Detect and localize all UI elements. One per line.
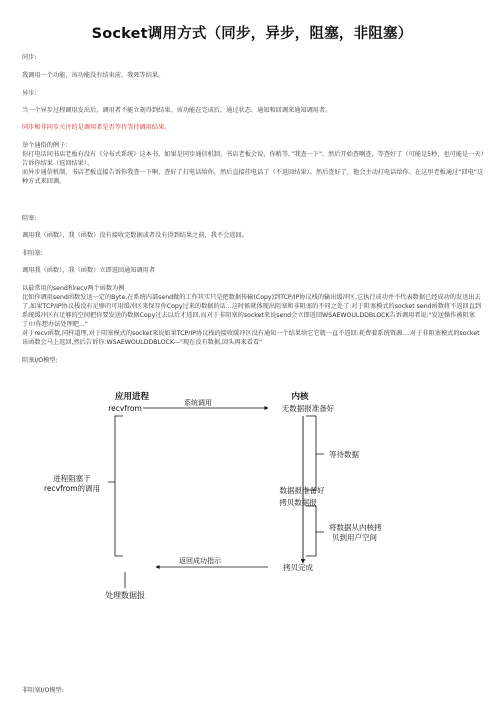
recv-paragraph-1: 比如你调用send函数发送一定的Byte,在系统内部send做的工作其实只是把数据传输(Copy)到TCP/IP协议栈的输出缓冲区,它执行成功并不代表数据已经成功的发送出去了,如果TCP/IP协议栈没有足够的可用缓冲区来保存你Copy过来的数据的话...这时候就体现出阻塞和非阻塞的不同之处了:对于阻塞模式的socket send函数将不返回直到系统缓冲区有足够的空间把你要发送的数据Copy过去以后才返回,而对于非阻塞的socket来说send会立即返回WSAEWOULDDBLOCK告诉调用者说:"发送操作被阻塞了!!!你想办法处理吧..." — [22, 294, 482, 329]
page-title: Socket调用方式（同步，异步，阻塞，非阻塞） — [91, 26, 413, 42]
process-blocked-label-1: 进程阻塞于 — [53, 474, 91, 483]
sync-paragraph: 我调用一个功能，该功能没有结束前，我死等结果。 — [22, 72, 165, 79]
wait-data-label: 等待数据 — [329, 450, 359, 459]
async-heading: 异步: — [22, 90, 37, 97]
copy-data-label-2: 贝到用户空间 — [332, 533, 377, 542]
example-heading: 举个通俗的例子： — [22, 142, 72, 149]
wait-data-bracket — [306, 416, 324, 490]
copy-complete-label: 拷贝完成 — [283, 563, 313, 572]
kernel-label: 内核 — [291, 392, 309, 402]
recv-paragraph-2: 对于recv函数,同样道理,对于阻塞模式的socket来说如果TCP/IP协议栈的接收缓冲区没有通知一个结果给它它就一直不返回:耗费着系统资源....对于非阻塞模式的socket该函数会马上返回,然后告诉你:WSAEWOULDDBLOCK---"现在没有数据,回头再来看看" — [22, 330, 480, 347]
blocking-heading: 阻塞: — [22, 215, 37, 222]
nonblocking-io-heading: 非阻塞I/O模型: — [22, 687, 64, 694]
return-ok-label: 返回成功指示 — [179, 557, 221, 565]
process-blocked-label-2: recvfrom的调用 — [43, 484, 101, 493]
app-process-label: 应用进程 — [114, 392, 150, 402]
datagram-ready-label: 数据报准备好 — [279, 486, 325, 495]
blocking-io-heading: 阻塞I/O模型: — [22, 357, 58, 364]
async-paragraph: 当一个异步过程调用发出后，调用者不能立刻得到结果。该功能在完成后，通过状态、通知和回调来通知调用者。 — [22, 107, 332, 114]
copy-data-label-1: 将数据从内核拷 — [329, 523, 382, 532]
recv-heading: 以最常用的send和recv两个函数为例 — [22, 285, 125, 292]
blocking-io-diagram — [40, 384, 480, 622]
example-paragraph-2: 而异步通信机制，书店老板直接告诉你我查一下啊，查好了打电话给你，然后直接挂电话了（不返回结果）。然后查好了，他会主动打电话给你。在这里老板通过“回电”这种方式来回调。 — [22, 169, 484, 186]
copy-datagram-label: 拷贝数据报 — [279, 498, 317, 507]
recvfrom-label: recvfrom — [108, 404, 142, 413]
nonblocking-heading: 非阻塞: — [22, 250, 43, 257]
copy-data-bracket — [306, 506, 324, 556]
sync-heading: 同步: — [22, 54, 37, 61]
red-note: 同步和非同步关注的是调用者是否等待等待调用结果。 — [22, 124, 171, 131]
system-call-label: 系统调用 — [184, 399, 212, 407]
process-blocked-bracket — [108, 416, 123, 556]
blocking-paragraph: 调用我（函数），我（函数）没有接收完数据或者没有得到结果之前，我不会返回。 — [22, 232, 248, 239]
nonblocking-paragraph: 调用我（函数），我（函数）立即返回通知调用者 — [22, 267, 156, 274]
process-datagram-label: 处理数据报 — [105, 591, 145, 600]
example-paragraph-1: 你打电话问书店老板有没有《分布式系统》这本书，如果是同步通信机制，书店老板会说，你稍等，”我查一下"，然后开始查啊查，等查好了（可能是5秒，也可能是一天）告诉你结果（返回结果）。 — [22, 151, 484, 168]
no-datagram-ready-label: 无数据报准备好 — [281, 404, 335, 413]
